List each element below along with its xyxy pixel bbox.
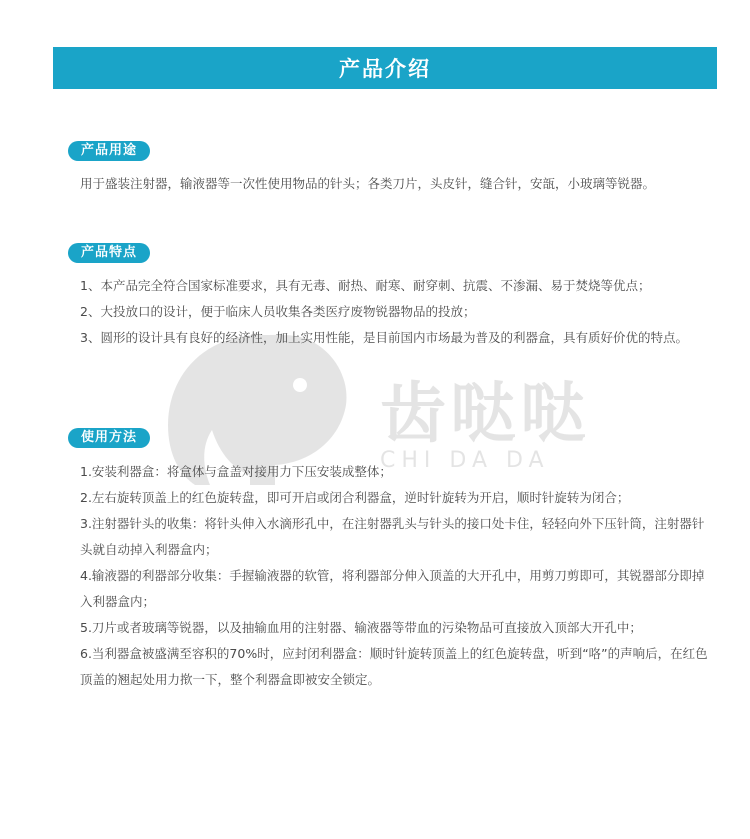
instruction-step-4: 4.输液器的利器部分收集：手握输液器的软管，将利器部分伸入顶盖的大开孔中，用剪刀剪即可，其锐器部分即掉入利器盒内； bbox=[80, 568, 705, 609]
page-title: 产品介绍 bbox=[339, 57, 431, 81]
instruction-step-5: 5.刀片或者玻璃等锐器，以及抽输血用的注射器、输液器等带血的污染物品可直接放入顶部大开孔中； bbox=[80, 620, 642, 635]
section-tag-features: 产品特点 bbox=[68, 243, 150, 263]
instruction-step-3: 3.注射器针头的收集：将针头伸入水滴形孔中，在注射器乳头与针头的接口处卡住，轻轻向外下压针筒，注射器针头就自动掉入利器盒内； bbox=[80, 516, 705, 557]
feature-item-3: 3、圆形的设计具有良好的经济性，加上实用性能，是目前国内市场最为普及的利器盒，具有质好价优的特点。 bbox=[80, 330, 688, 345]
watermark-text-cn: 齿哒哒 bbox=[380, 375, 590, 452]
section-tag-usage: 产品用途 bbox=[68, 141, 150, 161]
section-tag-instructions: 使用方法 bbox=[68, 428, 150, 448]
section-instructions bbox=[68, 426, 708, 693]
feature-item-1: 1、本产品完全符合国家标准要求，具有无毒、耐热、耐寒、耐穿刺、抗震、不渗漏、易于焚烧等优点； bbox=[80, 278, 651, 293]
watermark-text-en: CHI DA DA bbox=[380, 448, 550, 473]
instruction-step-6: 6.当利器盒被盛满至容积的70%时，应封闭利器盒：顺时针旋转顶盖上的红色旋转盘，听到“咯”的声响后，在红色顶盖的翘起处用力揿一下，整个利器盒即被安全锁定。 bbox=[80, 646, 708, 687]
usage-paragraph: 用于盛装注射器，输液器等一次性使用物品的针头；各类刀片，头皮针，缝合针，安瓿，小玻璃等锐器。 bbox=[80, 176, 656, 191]
instruction-step-2: 2.左右旋转顶盖上的红色旋转盘，即可开启或闭合利器盒，逆时针旋转为开启，顺时针旋转为闭合； bbox=[80, 490, 630, 505]
section-features bbox=[68, 241, 708, 351]
instruction-step-1: 1.安装利器盒：将盒体与盒盖对接用力下压安装成整体； bbox=[80, 464, 392, 479]
page-title-banner bbox=[53, 47, 717, 89]
section-usage bbox=[68, 139, 708, 197]
feature-item-2: 2、大投放口的设计，便于临床人员收集各类医疗废物锐器物品的投放； bbox=[80, 304, 476, 319]
